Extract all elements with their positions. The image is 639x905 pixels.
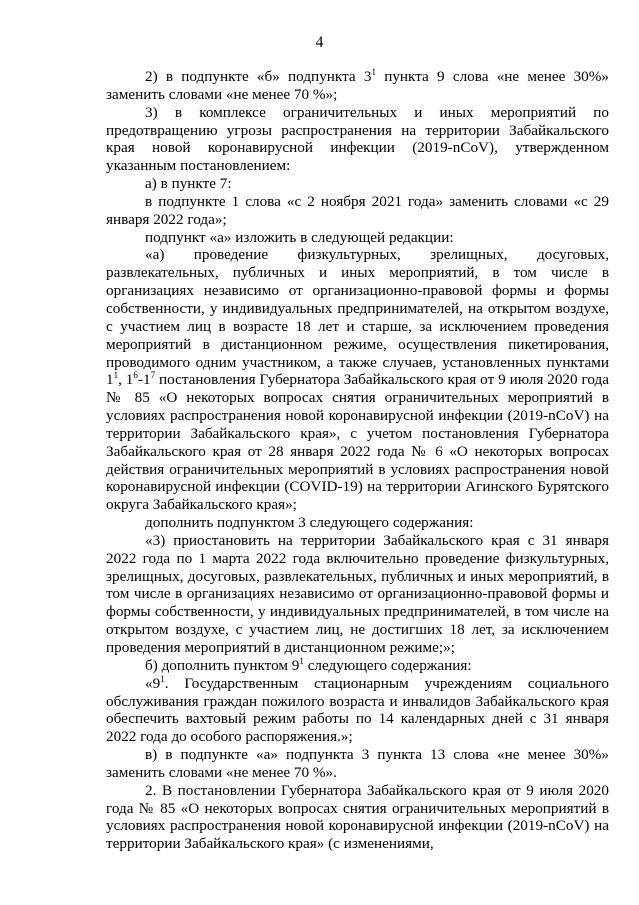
paragraph bbox=[106, 175, 609, 193]
text-run: пункта 9 слова «не менее 30%» заменить словами «не менее 70 %»; bbox=[106, 68, 609, 103]
text-run: дополнить подпунктом 3 следующего содержания: bbox=[145, 514, 474, 532]
paragraph bbox=[106, 514, 609, 532]
text-run: . Государственным стационарным учреждениям социального обслуживания граждан пожилого возраста и инвалидов Забайкальского края обеспечить вахтовый режим работы по 14 календарных дней с 31 января 2022 года до особого распоряжения.»; bbox=[106, 674, 609, 746]
text-run: «3) приостановить на территории Забайкальского края с 31 января 2022 года по 1 марта 2022 года включительно проведение физкультурных, зрелищных, досуговых, развлекательных, публичных и иных мероприятий, в том числе в организациях независимо от организационно-правовой формы и формы собственности, у индивидуальных предпринимателей, в том числе на открытом воздухе, с участием лиц, не достигших 18 лет, за исключением проведения мероприятий в дистанционном режиме;»; bbox=[106, 531, 609, 656]
text-run: в) в подпункте «а» подпункта 3 пункта 13 слова «не менее 30%» заменить словами «не менее 70 %». bbox=[106, 746, 609, 781]
text-run: а) в пункте 7: bbox=[145, 175, 232, 193]
paragraph bbox=[106, 229, 609, 247]
text-run: б) дополнить пунктом 9 bbox=[145, 656, 300, 674]
text-run: «а) проведение физкультурных, зрелищных, досуговых, развлекательных, публичных и иных мероприятий, в том числе в организациях независимо от организационно-правовой формы и формы собственности, у индивидуальных предпринимателей, на открытом воздухе, с участием лиц в возрасте 18 лет и старше, за исключением проведения мероприятий в дистанционном режиме, осуществления пикетирования, проводимого одним участником, а также случаев, установленных пунктами 1 bbox=[106, 246, 609, 389]
paragraph bbox=[106, 193, 609, 229]
paragraph bbox=[106, 104, 609, 175]
text-run: постановления Губернатора Забайкальского края от 9 июля 2020 года № 85 «О некоторых вопросах снятия ограничительных мероприятий в условиях распространения новой коронавирусной инфекции (2019-nCoV) на территории Забайкальского края», с учетом постановления Губернатора Забайкальского края от 28 января 2022 года № 6 «О некоторых вопросах действия ограничительных мероприятий в условиях распространения новой коронавирусной инфекции (COVID-19) на территории Агинского Бурятского округа Забайкальского края»; bbox=[106, 371, 609, 514]
paragraph bbox=[106, 746, 609, 782]
text-run: 3) в комплексе ограничительных и иных мероприятий по предотвращению угрозы распространения на территории Забайкальского края новой коронавирусной инфекции (2019-nCoV), утвержденном указанным постановлением: bbox=[106, 103, 609, 175]
page-number: 4 bbox=[315, 34, 324, 51]
text-run: подпункт «а» изложить в следующей редакции: bbox=[145, 228, 454, 246]
text-run: -1 bbox=[137, 371, 151, 389]
text-run: 2. В постановлении Губернатора Забайкальского края от 9 июля 2020 года № 85 «О некоторых вопросах снятия ограничительных мероприятий в условиях распространения новой коронавирусной инфекции (2019-nCoV) на территории Забайкальского края» (с изменениями, bbox=[106, 781, 609, 853]
text-run: в подпункте 1 слова «с 2 ноября 2021 года» заменить словами «с 29 января 2022 года»; bbox=[106, 192, 609, 228]
superscript: 1 bbox=[160, 673, 165, 684]
paragraph bbox=[106, 246, 609, 514]
superscript: 1 bbox=[113, 370, 119, 381]
text-run: , 1 bbox=[118, 371, 134, 389]
paragraph bbox=[106, 782, 609, 853]
superscript: 7 bbox=[150, 370, 156, 381]
text-run: 2) в подпункте «б» подпункта 3 bbox=[145, 68, 372, 85]
superscript: 1 bbox=[299, 655, 304, 666]
paragraph bbox=[106, 68, 609, 104]
paragraph bbox=[106, 675, 609, 746]
text-run: «9 bbox=[145, 674, 161, 692]
paragraph bbox=[106, 532, 609, 657]
document-body bbox=[106, 68, 609, 853]
superscript: 6 bbox=[133, 370, 138, 381]
text-run: следующего содержания: bbox=[303, 656, 472, 674]
paragraph bbox=[106, 657, 609, 675]
superscript: 1 bbox=[371, 67, 376, 77]
